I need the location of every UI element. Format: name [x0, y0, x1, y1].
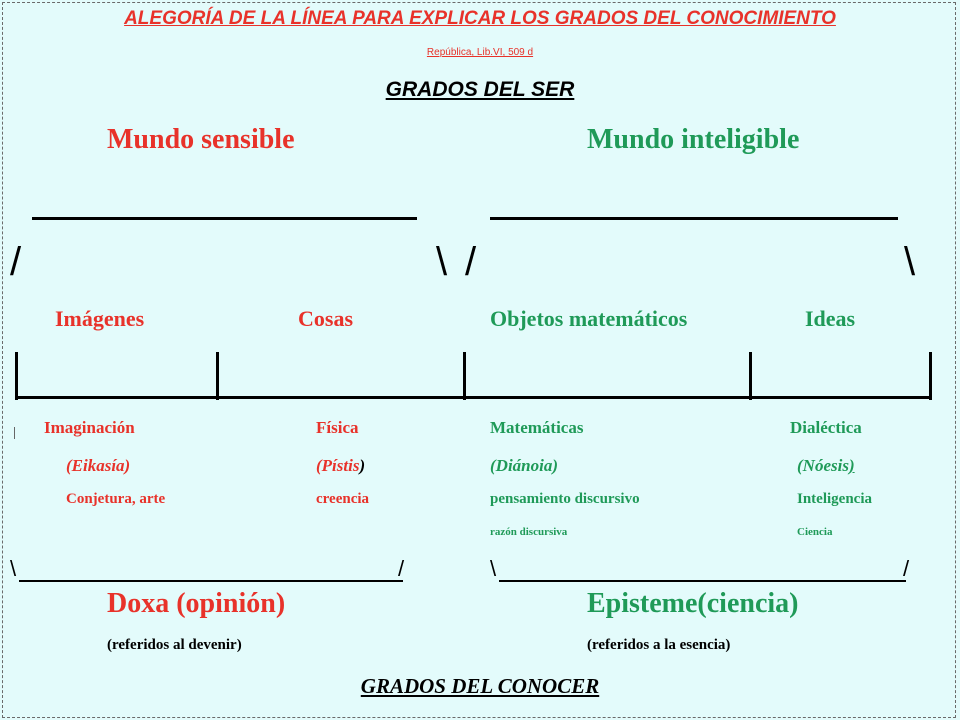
mundo-inteligible-label: Mundo inteligible	[587, 124, 800, 155]
episteme-bracket-line	[499, 580, 906, 582]
inteligible-right-backslash: \	[904, 240, 916, 284]
conjetura-label: Conjetura, arte	[66, 491, 166, 507]
cosas-label: Cosas	[298, 306, 354, 331]
eikasia-label: (Eikasía)	[66, 456, 131, 475]
ideas-label: Ideas	[805, 306, 856, 331]
sensible-top-line	[32, 217, 417, 220]
imaginacion-label: Imaginación	[44, 418, 135, 437]
sensible-right-backslash: \	[436, 240, 448, 284]
line-tick-0	[15, 352, 18, 400]
matematicas-label: Matemáticas	[490, 418, 584, 437]
fisica-label: Física	[316, 418, 359, 437]
razon-label: razón discursiva	[490, 526, 568, 538]
line-tick-4	[929, 352, 932, 400]
doxa-bracket-right: /	[398, 556, 405, 581]
page-title: ALEGORÍA DE LA LÍNEA PARA EXPLICAR LOS GRADOS DEL CONOCIMIENTO	[124, 8, 836, 29]
pistis-label: (Pístis)	[316, 456, 366, 475]
dialectica-label: Dialéctica	[790, 418, 862, 437]
episteme-label: Episteme(ciencia)	[587, 588, 799, 619]
doxa-subtitle: (referidos al devenir)	[107, 637, 242, 653]
line-tick-3	[749, 352, 752, 400]
inteligible-left-slash: /	[465, 240, 477, 284]
doxa-bracket-left: \	[10, 556, 17, 581]
line-tick-2	[463, 352, 466, 400]
dianoia-label: (Diánoia)	[490, 456, 558, 475]
sensible-left-slash: /	[10, 240, 22, 284]
objetos-matematicos-label: Objetos matemáticos	[490, 306, 688, 331]
small-tick	[14, 427, 15, 439]
episteme-bracket-right: /	[903, 556, 910, 581]
inteligible-top-line	[490, 217, 898, 220]
line-tick-1	[216, 352, 219, 400]
imagenes-label: Imágenes	[55, 306, 145, 331]
ciencia-label: Ciencia	[797, 526, 833, 538]
episteme-bracket-left: \	[490, 556, 497, 581]
episteme-subtitle: (referidos a la esencia)	[587, 637, 731, 653]
grados-del-conocer-heading: GRADOS DEL CONOCER	[360, 674, 600, 698]
creencia-label: creencia	[316, 491, 370, 507]
pensamiento-label: pensamiento discursivo	[490, 491, 640, 507]
inteligencia-label: Inteligencia	[797, 491, 872, 507]
mundo-sensible-label: Mundo sensible	[107, 124, 295, 155]
grados-del-ser-heading: GRADOS DEL SER	[385, 78, 575, 101]
noesis-label: (Nóesis)	[797, 456, 855, 475]
citation: República, Lib.VI, 509 d	[426, 47, 534, 58]
doxa-bracket-line	[19, 580, 403, 582]
doxa-label: Doxa (opinión)	[107, 588, 286, 619]
divided-line	[15, 396, 932, 399]
